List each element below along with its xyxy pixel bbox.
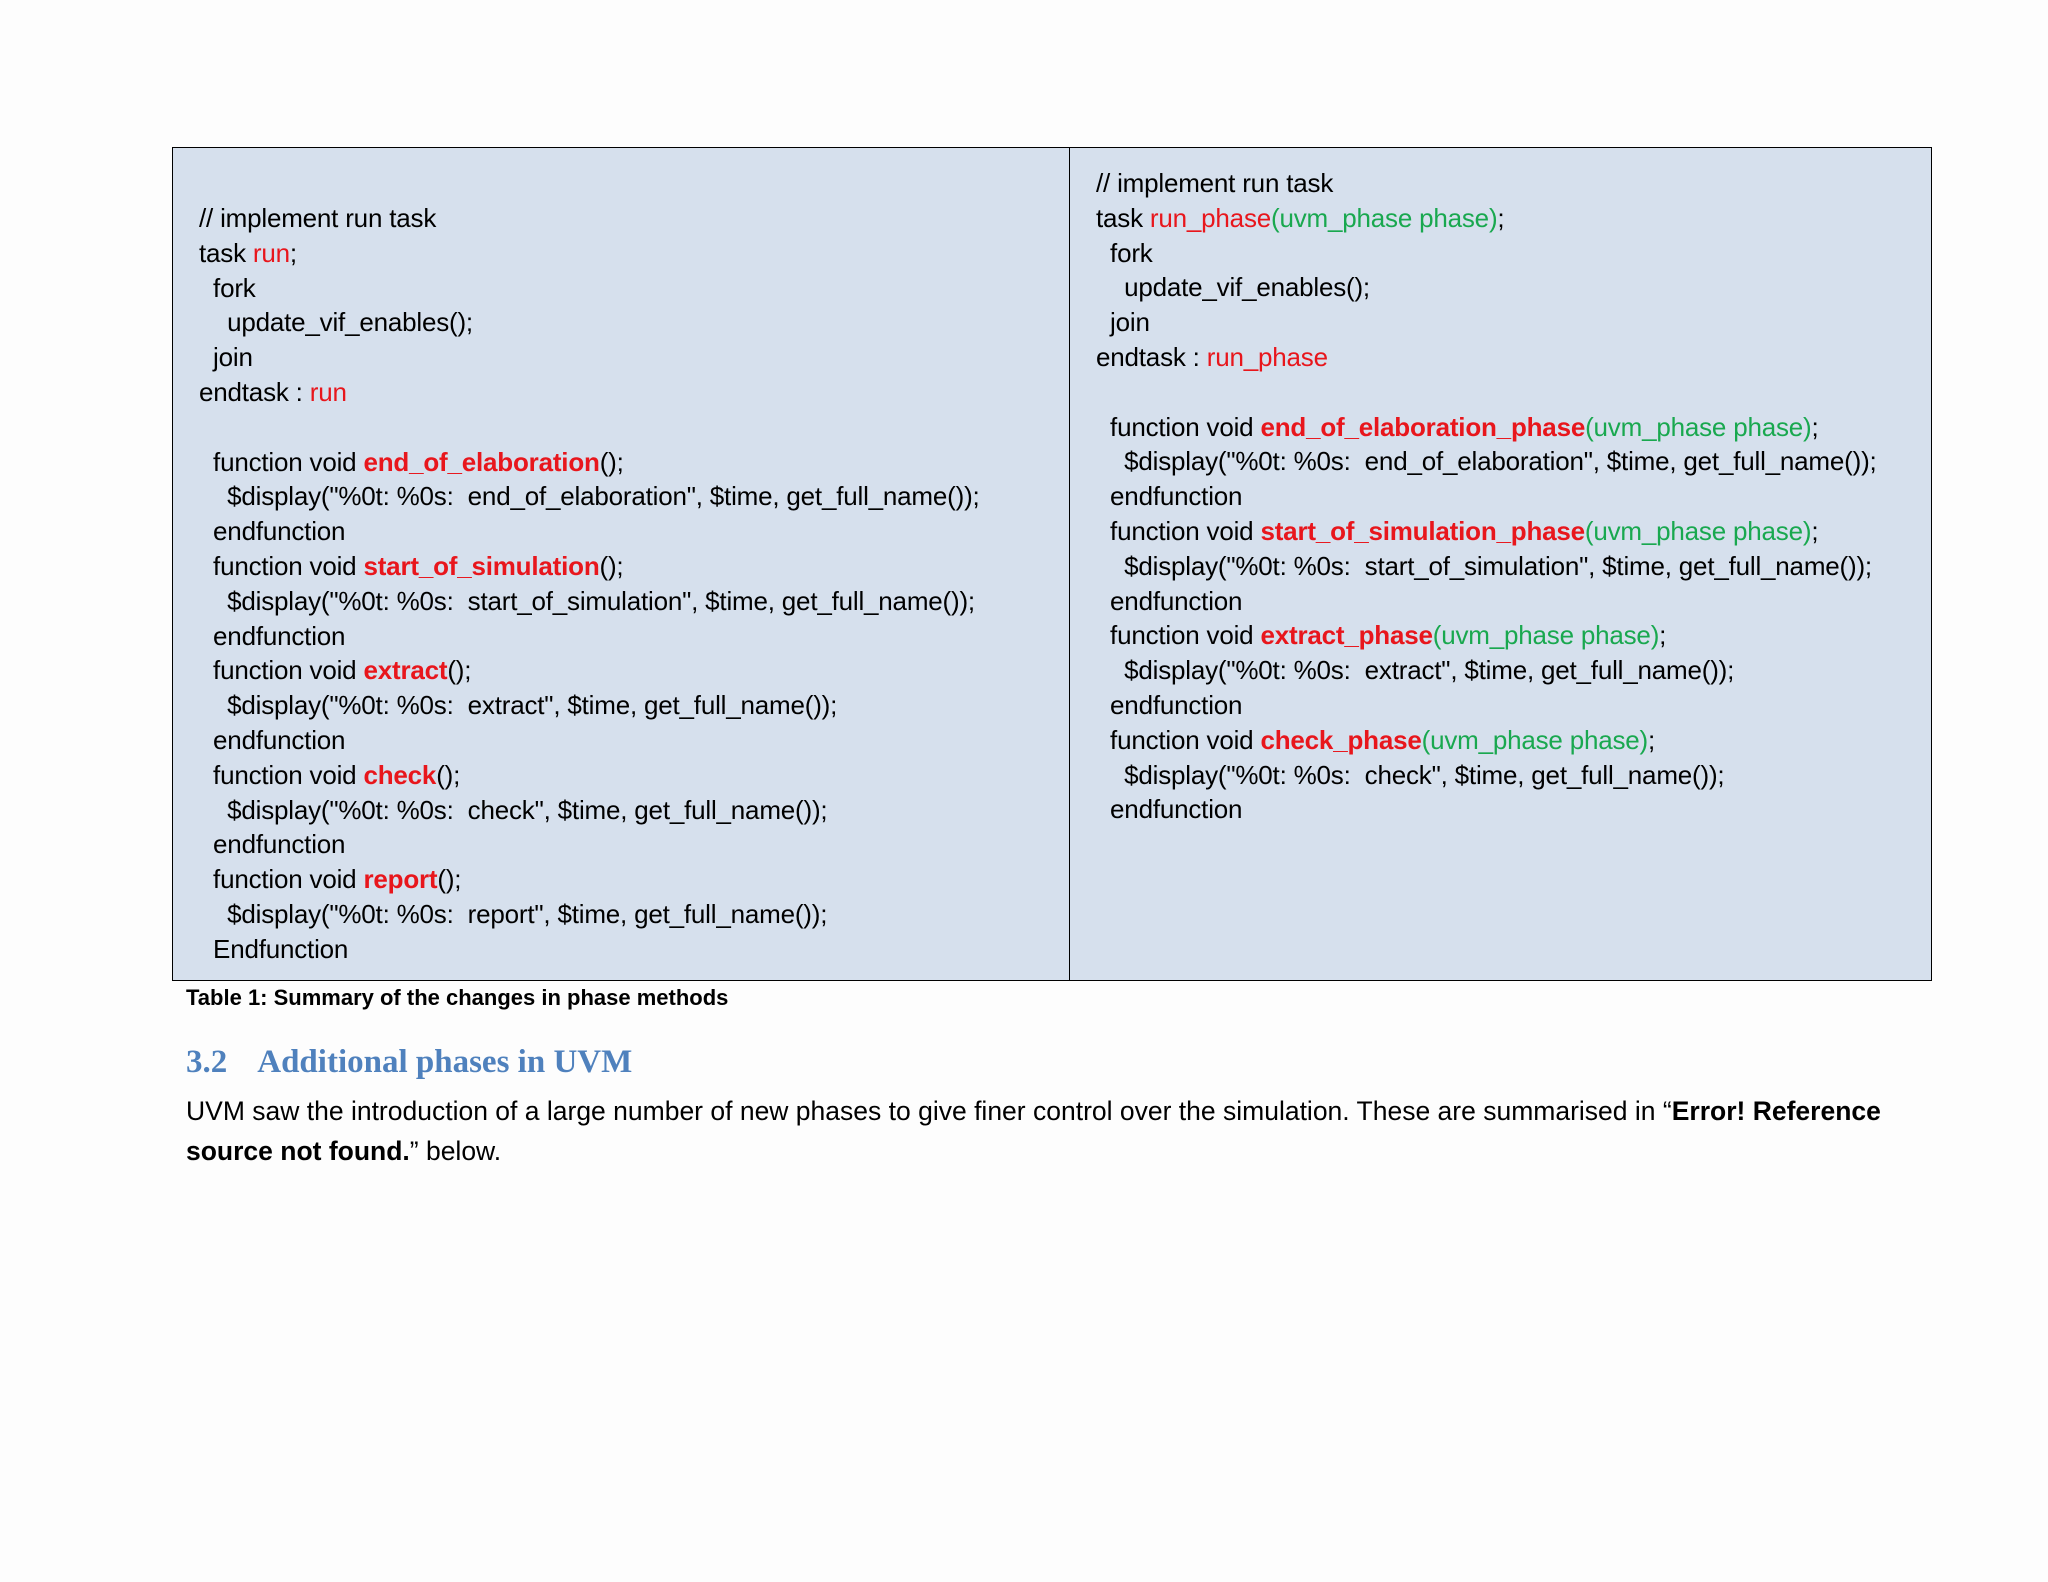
code-token: task bbox=[1096, 202, 1150, 233]
code-token: ; bbox=[1811, 515, 1819, 546]
right-code-line bbox=[1096, 618, 1877, 653]
left-code-line bbox=[199, 619, 980, 654]
code-token: endfunction bbox=[1096, 689, 1243, 720]
code-token: run_phase bbox=[1206, 341, 1328, 372]
right-code-line bbox=[1096, 305, 1877, 340]
left-code-line bbox=[199, 410, 980, 445]
right-code-line bbox=[1096, 444, 1877, 479]
code-token: (); bbox=[436, 759, 461, 790]
code-token: report bbox=[363, 864, 438, 895]
code-token: function void bbox=[1096, 515, 1261, 546]
right-code-line bbox=[1096, 723, 1877, 758]
code-token: join bbox=[199, 342, 253, 373]
code-token: task bbox=[199, 237, 253, 268]
code-token: $display("%0t: %0s: check", $time, get_full_name()); bbox=[199, 794, 828, 825]
left-code-line bbox=[199, 445, 980, 480]
right-code-line bbox=[1096, 270, 1877, 305]
code-token: ; bbox=[1659, 620, 1667, 651]
right-code-line bbox=[1096, 410, 1877, 445]
code-token: extract_phase bbox=[1260, 620, 1433, 651]
left-code-line bbox=[199, 271, 980, 306]
right-code-line bbox=[1096, 340, 1877, 375]
code-token: $display("%0t: %0s: report", $time, get_full_name()); bbox=[199, 898, 828, 929]
code-token: fork bbox=[1096, 237, 1153, 268]
code-token: end_of_elaboration_phase bbox=[1260, 411, 1586, 442]
code-token: (uvm_phase phase) bbox=[1421, 724, 1649, 755]
code-token: update_vif_enables(); bbox=[1096, 272, 1370, 303]
right-code-line bbox=[1096, 514, 1877, 549]
left-code-line bbox=[199, 723, 980, 758]
code-token: (uvm_phase phase) bbox=[1271, 202, 1498, 233]
code-token: update_vif_enables(); bbox=[199, 307, 473, 338]
code-token: function void bbox=[1096, 724, 1261, 755]
uvm-code-cell bbox=[1070, 148, 1931, 980]
body-paragraph bbox=[186, 1091, 1926, 1171]
code-token: endfunction bbox=[199, 620, 346, 651]
right-code-line bbox=[1096, 201, 1877, 236]
code-token: (); bbox=[599, 550, 624, 581]
code-token: (uvm_phase phase) bbox=[1432, 620, 1660, 651]
paragraph-text-after: ” below. bbox=[409, 1136, 502, 1166]
code-token: (); bbox=[437, 864, 462, 895]
left-code-line bbox=[199, 862, 980, 897]
left-code-line bbox=[199, 514, 980, 549]
code-token: (uvm_phase phase) bbox=[1585, 411, 1812, 442]
code-token: ; bbox=[1811, 411, 1819, 442]
code-token: function void bbox=[1096, 620, 1261, 651]
code-token: endfunction bbox=[199, 829, 346, 860]
section-number: 3.2 bbox=[186, 1044, 228, 1080]
code-token: ; bbox=[289, 237, 297, 268]
paragraph-text-before: UVM saw the introduction of a large number of new phases to give finer control over the simulation. These are summarised in “ bbox=[186, 1096, 1672, 1126]
left-code-line bbox=[199, 653, 980, 688]
right-code-line bbox=[1096, 653, 1877, 688]
right-code-line bbox=[1096, 758, 1877, 793]
left-code-line bbox=[199, 758, 980, 793]
code-token: end_of_elaboration bbox=[363, 446, 600, 477]
code-token: // implement run task bbox=[199, 203, 437, 233]
right-code-line bbox=[1096, 166, 1877, 201]
code-token: function void bbox=[199, 864, 364, 895]
code-token: // implement run task bbox=[1096, 168, 1334, 198]
code-token: function void bbox=[199, 550, 364, 581]
left-code-line bbox=[199, 549, 980, 584]
code-token: ; bbox=[1497, 202, 1505, 233]
code-token: run_phase bbox=[1149, 202, 1271, 233]
section-heading bbox=[186, 1044, 632, 1081]
left-code-line bbox=[199, 688, 980, 723]
code-token: fork bbox=[199, 272, 256, 303]
code-token: $display("%0t: %0s: start_of_simulation", $time, get_full_name()); bbox=[199, 585, 975, 616]
left-code-line bbox=[199, 793, 980, 828]
right-code-line bbox=[1096, 584, 1877, 619]
right-code-line bbox=[1096, 236, 1877, 271]
left-code-line bbox=[199, 236, 980, 271]
code-token: $display("%0t: %0s: check", $time, get_full_name()); bbox=[1096, 759, 1725, 790]
right-code-line bbox=[1096, 479, 1877, 514]
table-caption: Table 1: Summary of the changes in phase methods bbox=[186, 985, 729, 1010]
code-token: function void bbox=[199, 446, 364, 477]
code-token: $display("%0t: %0s: extract", $time, get_full_name()); bbox=[1096, 655, 1735, 686]
right-code-line bbox=[1096, 549, 1877, 584]
section-title: Additional phases in UVM bbox=[257, 1044, 633, 1080]
left-code-line bbox=[199, 584, 980, 619]
left-code-line bbox=[199, 897, 980, 932]
code-token: endfunction bbox=[1096, 585, 1243, 616]
left-code-line bbox=[199, 305, 980, 340]
code-token: run bbox=[309, 376, 347, 407]
right-code-line bbox=[1096, 688, 1877, 723]
code-token: function void bbox=[199, 655, 364, 686]
code-token: run bbox=[252, 237, 290, 268]
code-token: start_of_simulation bbox=[363, 550, 600, 581]
left-code-line bbox=[199, 479, 980, 514]
code-token: endtask : bbox=[199, 376, 310, 407]
code-token: endfunction bbox=[1096, 794, 1243, 825]
right-code-line bbox=[1096, 375, 1877, 410]
left-code-line bbox=[199, 340, 980, 375]
code-token: ; bbox=[1648, 724, 1656, 755]
code-token: $display("%0t: %0s: start_of_simulation", $time, get_full_name()); bbox=[1096, 550, 1872, 581]
code-token: (); bbox=[447, 655, 472, 686]
code-token: endfunction bbox=[199, 724, 346, 755]
right-code-line bbox=[1096, 792, 1877, 827]
code-token: function void bbox=[199, 759, 364, 790]
left-code-line bbox=[199, 932, 980, 967]
code-token: endfunction bbox=[199, 516, 346, 547]
code-token: check bbox=[363, 759, 437, 790]
left-code-line bbox=[199, 201, 980, 236]
broken-reference: Error! Reference source not found. bbox=[186, 1096, 1881, 1166]
uvm-code-block bbox=[1096, 166, 1877, 827]
left-code-line bbox=[199, 827, 980, 862]
phase-methods-table bbox=[172, 147, 1932, 981]
code-token: check_phase bbox=[1260, 724, 1422, 755]
left-code-line bbox=[199, 375, 980, 410]
code-token: $display("%0t: %0s: end_of_elaboration", $time, get_full_name()); bbox=[199, 481, 980, 512]
code-token: endtask : bbox=[1096, 341, 1207, 372]
code-token: extract bbox=[363, 655, 448, 686]
code-token: start_of_simulation_phase bbox=[1260, 515, 1585, 546]
code-token: function void bbox=[1096, 411, 1261, 442]
code-token: (uvm_phase phase) bbox=[1584, 515, 1812, 546]
code-token: (); bbox=[599, 446, 624, 477]
code-token: $display("%0t: %0s: end_of_elaboration", $time, get_full_name()); bbox=[1096, 446, 1877, 477]
code-token: endfunction bbox=[1096, 481, 1243, 512]
ovm-code-block bbox=[199, 201, 980, 967]
code-token: $display("%0t: %0s: extract", $time, get_full_name()); bbox=[199, 690, 838, 721]
code-token: Endfunction bbox=[199, 933, 349, 964]
code-token: join bbox=[1096, 307, 1150, 338]
ovm-code-cell bbox=[173, 148, 1070, 980]
